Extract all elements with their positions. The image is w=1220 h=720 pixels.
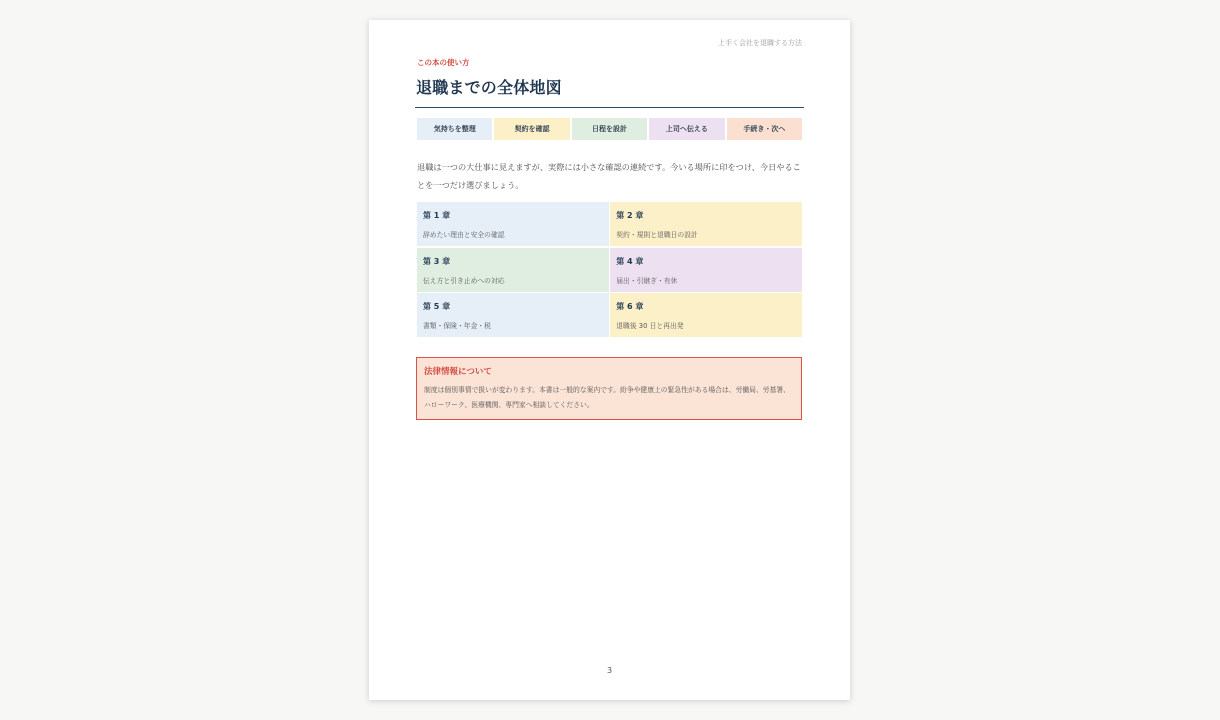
chapter-description: 退職後 30 日と再出発 (616, 322, 684, 330)
chapter-card (417, 202, 609, 246)
running-head: 上手く会社を退職する方法 (718, 39, 802, 47)
chapter-description: 書類・保険・年金・税 (423, 322, 491, 330)
chapter-number: 第 3 章 (423, 256, 451, 266)
section-kicker: この本の使い方 (417, 58, 470, 67)
chapter-card (417, 293, 609, 337)
page-title: 退職までの全体地図 (416, 78, 562, 97)
chapter-number: 第 4 章 (616, 256, 644, 266)
step-check-contract: 契約を確認 (494, 118, 569, 140)
step-plan-schedule: 日程を設計 (572, 118, 647, 140)
legal-notice-title: 法律情報について (424, 367, 492, 377)
title-divider (415, 107, 804, 108)
chapter-number: 第 6 章 (616, 302, 644, 311)
chapter-description: 届出・引継ぎ・有休 (616, 276, 678, 285)
chapter-card (610, 293, 802, 337)
legal-notice-body: 制度は個別事情で扱いが変わります。本書は一般的な案内です。紛争や健康上の緊急性がある場合は、労働局、労基署、ハローワーク、医療機関、専門家へ相談してください。 (424, 386, 790, 409)
chapter-card (610, 248, 802, 292)
chapter-description: 辞めたい理由と安全の確認 (423, 231, 505, 239)
chapter-number: 第 2 章 (616, 211, 644, 220)
step-procedures-next: 手続き・次へ (727, 118, 802, 140)
step-organize-feelings: 気持ちを整理 (417, 118, 492, 140)
legal-notice-box (416, 357, 802, 420)
step-tell-boss: 上司へ伝える (649, 118, 724, 140)
process-steps (417, 118, 802, 140)
chapter-card (417, 248, 609, 292)
intro-paragraph: 退職は一つの大仕事に見えますが、実際には小さな確認の連続です。今いる場所に印をつけ、今日やることを一つだけ選びましょう。 (417, 162, 801, 190)
chapter-number: 第 5 章 (423, 302, 451, 311)
chapter-description: 伝え方と引き止めへの対応 (423, 276, 505, 285)
chapter-number: 第 1 章 (423, 211, 451, 220)
page-number: 3 (606, 666, 613, 675)
chapter-grid (417, 202, 802, 337)
chapter-description: 契約・規則と退職日の設計 (616, 231, 698, 239)
document-page (369, 20, 850, 700)
chapter-card (610, 202, 802, 246)
